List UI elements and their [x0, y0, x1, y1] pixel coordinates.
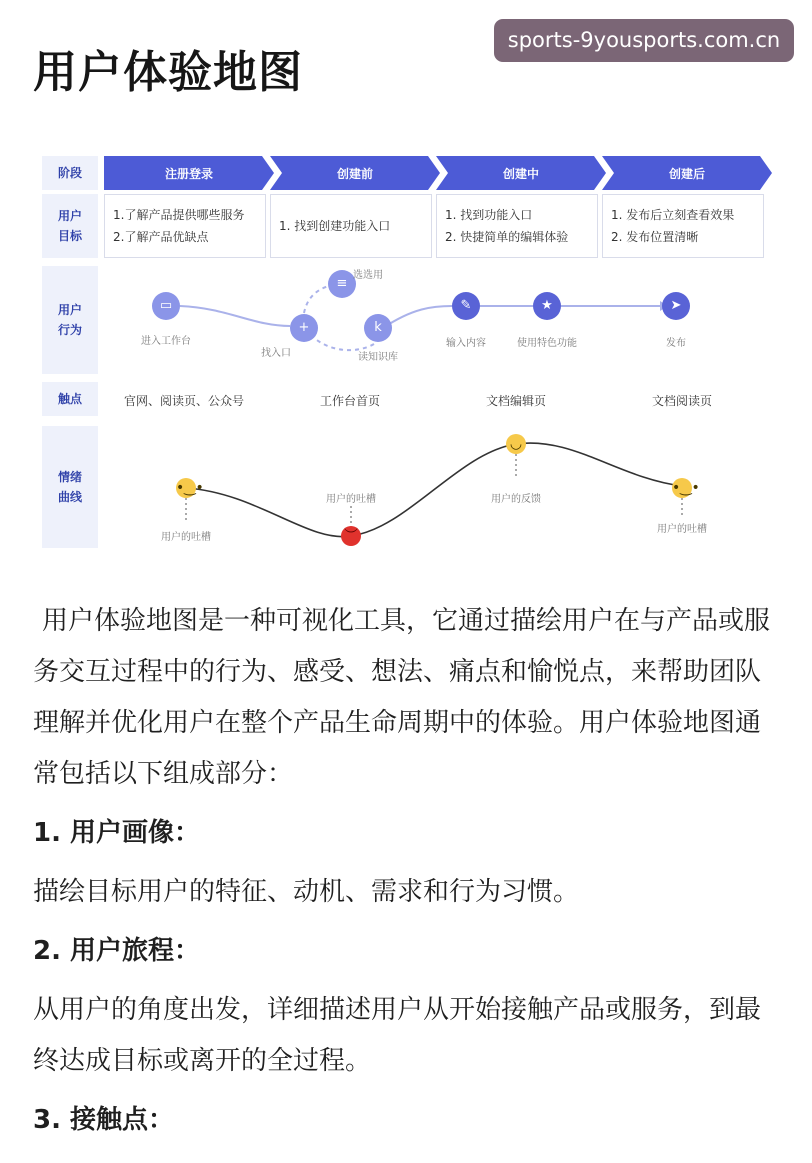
touchpoint-label: 工作台首页: [319, 394, 380, 408]
knowledge-icon: k: [364, 314, 392, 342]
section-body: 从用户的角度出发，详细描述用户从开始接触产品或服务，到最终达成目标或离开的全过程。: [33, 995, 762, 1076]
document-icon: ≡: [328, 270, 356, 298]
star-icon: ★: [533, 292, 561, 320]
send-icon: ➤: [662, 292, 690, 320]
stage-label: 创建中: [502, 166, 539, 181]
emotion-label: 用户的反馈: [491, 494, 541, 505]
goal-box: 1. 找到创建功能入口: [270, 194, 432, 258]
section-heading: 2. 用户旅程：: [33, 936, 201, 966]
user-journey-map: [38, 148, 778, 558]
row-label-emotion: 情绪 曲线: [42, 426, 98, 548]
page-title: 用户体验地图: [33, 47, 303, 98]
emotion-label: 用户的吐槽: [161, 532, 211, 543]
section-heading: 1. 用户画像：: [33, 818, 201, 848]
message-icon: ▭: [152, 292, 180, 320]
emotion-label: 用户的吐槽: [326, 494, 376, 505]
neutral-face-icon: •‿•: [176, 480, 204, 496]
behavior-label: 输入内容: [446, 338, 486, 349]
section-body: 描绘目标用户的特征、动机、需求和行为习惯。: [33, 877, 580, 907]
plus-circle-icon: +: [290, 314, 318, 342]
touchpoint-label: 文档编辑页: [485, 394, 546, 408]
behavior-label: 使用特色功能: [517, 338, 577, 349]
goal-box: 1.了解产品提供哪些服务 2.了解产品优缺点: [104, 194, 266, 258]
watermark-badge: sports-9yousports.com.cn: [494, 19, 794, 62]
row-label-touchpoint: 触点: [42, 382, 98, 416]
row-label-stage: 阶段: [42, 156, 98, 190]
touchpoint-label: 文档阅读页: [651, 394, 712, 408]
pen-icon: ✎: [452, 292, 480, 320]
row-label-goal: 用户 目标: [42, 194, 98, 258]
happy-face-icon: ◡: [506, 434, 526, 454]
stage-label: 创建后: [668, 166, 705, 181]
behavior-label: 选选用: [353, 270, 383, 281]
stage-label: 创建前: [336, 166, 373, 181]
intro-paragraph: 用户体验地图是一种可视化工具，它通过描绘用户在与产品或服务交互过程中的行为、感受、想法、痛点和愉悦点，来帮助团队理解并优化用户在整个产品生命周期中的体验。用户体验地图通常包括以下组成部分：: [33, 606, 771, 789]
angry-face-icon: ︶: [341, 526, 361, 546]
goal-box: 1. 发布后立刻查看效果 2. 发布位置清晰: [602, 194, 764, 258]
touchpoint-label: 官网、阅读页、公众号: [123, 394, 244, 408]
emotion-label: 用户的吐槽: [657, 524, 707, 535]
behavior-label: 发布: [666, 338, 686, 349]
goal-box: 1. 找到功能入口 2. 快捷简单的编辑体验: [436, 194, 598, 258]
behavior-label: 进入工作台: [141, 336, 191, 347]
neutral-face-icon: •‿•: [672, 480, 700, 496]
behavior-label: 读知识库: [358, 352, 398, 363]
stage-label: 注册登录: [164, 166, 213, 181]
section-heading: 3. 接触点：: [33, 1105, 175, 1135]
row-label-behavior: 用户 行为: [42, 266, 98, 374]
article-body: [33, 596, 783, 1140]
behavior-label: 找入口: [261, 348, 291, 359]
